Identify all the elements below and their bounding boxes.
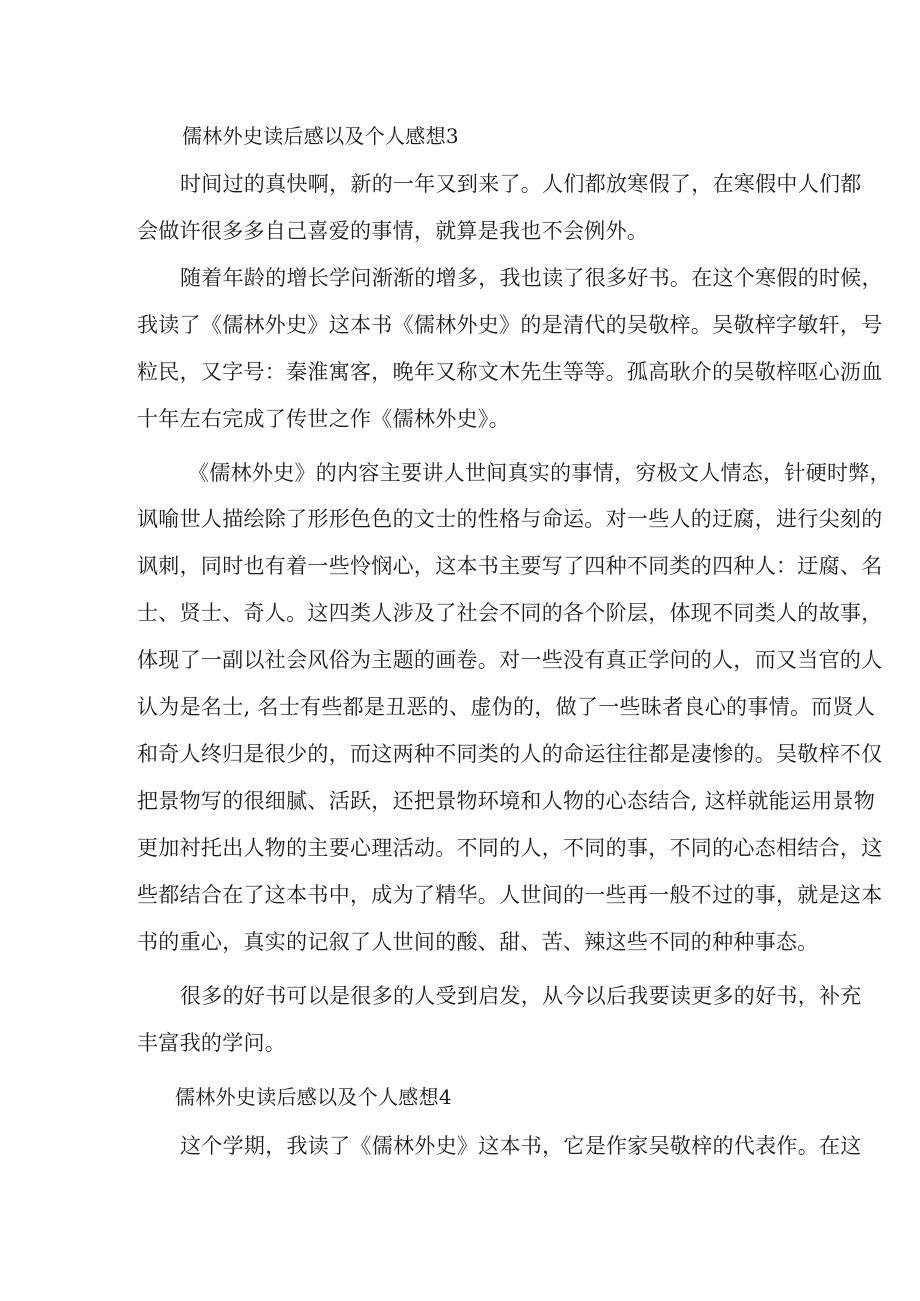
paragraph-3-line-1: 《儒林外史》的内容主要讲人世间真实的事情，穷极文人情态，针硬时弊， <box>188 461 891 485</box>
paragraph-2-line-3: 粒民，又字号：秦淮寓客，晚年又称文木先生等等。孤高耿介的吴敬梓呕心沥血 <box>137 360 883 384</box>
section-heading-4: 儒林外史读后感以及个人感想4 <box>175 1085 452 1109</box>
paragraph-3-line-11: 书的重心，真实的记叙了人世间的酸、甜、苦、辣这些不同的种种事态。 <box>137 930 819 954</box>
paragraph-3-line-8: 把景物写的很细腻、活跃，还把景物环境和人物的心态结合, 这样就能运用景物 <box>137 789 876 813</box>
paragraph-2-line-4: 十年左右完成了传世之作《儒林外史》。 <box>137 407 510 431</box>
paragraph-4-line-2: 丰富我的学问。 <box>137 1031 287 1055</box>
paragraph-3-line-2: 讽喻世人描绘除了形形色色的文士的性格与命运。对一些人的迂腐，进行尖刻的 <box>137 507 883 531</box>
section-heading-3: 儒林外史读后感以及个人感想3 <box>182 124 459 148</box>
paragraph-2-line-2: 我读了《儒林外史》这本书《儒林外史》的是清代的吴敬梓。吴敬梓字敏轩，号 <box>137 313 883 337</box>
paragraph-5-line-1: 这个学期，我读了《儒林外史》这本书，它是作家吴敬梓的代表作。在这 <box>180 1134 862 1158</box>
paragraph-1-line-2: 会做许很多多自己喜爱的事情，就算是我也不会例外。 <box>137 219 649 243</box>
paragraph-1-line-1: 时间过的真快啊，新的一年又到来了。人们都放寒假了，在寒假中人们都 <box>180 172 862 196</box>
paragraph-2-line-1: 随着年龄的增长学问渐渐的增多，我也读了很多好书。在这个寒假的时候， <box>180 266 883 290</box>
paragraph-3-line-3: 讽刺，同时也有着一些怜悯心，这本书主要写了四种不同类的四种人：迂腐、名 <box>137 554 883 578</box>
paragraph-3-line-9: 更加衬托出人物的主要心理活动。不同的人，不同的事，不同的心态相结合，这 <box>137 836 883 860</box>
paragraph-3-line-5: 体现了一副以社会风俗为主题的画卷。对一些没有真正学问的人，而又当官的人 <box>137 648 883 672</box>
paragraph-3-line-7: 和奇人终归是很少的，而这两种不同类的人的命运往往都是凄惨的。吴敬梓不仅 <box>137 742 883 766</box>
paragraph-3-line-6: 认为是名士, 名士有些都是丑恶的、虚伪的，做了一些昧者良心的事情。而贤人 <box>137 695 876 719</box>
paragraph-3-line-10: 些都结合在了这本书中，成为了精华。人世间的一些再一般不过的事，就是这本 <box>137 883 883 907</box>
paragraph-3-line-4: 士、贤士、奇人。这四类人涉及了社会不同的各个阶层，体现不同类人的故事， <box>137 601 883 625</box>
paragraph-4-line-1: 很多的好书可以是很多的人受到启发，从今以后我要读更多的好书，补充 <box>180 984 862 1008</box>
